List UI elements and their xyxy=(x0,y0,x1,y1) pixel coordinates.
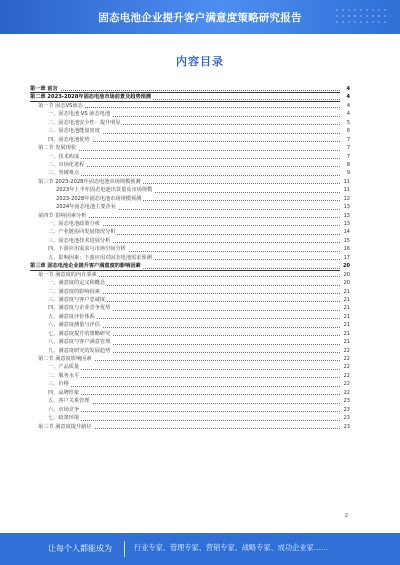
toc-entry-label: 一、技术构成 xyxy=(30,154,81,160)
toc-entry[interactable] xyxy=(30,271,350,279)
toc-entry[interactable] xyxy=(30,347,350,355)
toc-entry[interactable] xyxy=(30,389,350,397)
toc-entry-page: 21 xyxy=(340,330,350,338)
toc-entry[interactable] xyxy=(30,93,350,101)
toc-entry[interactable] xyxy=(30,144,350,152)
toc-entry-page: 20 xyxy=(340,271,350,279)
toc-entry[interactable] xyxy=(30,380,350,388)
toc-entry[interactable] xyxy=(30,262,350,270)
toc-entry[interactable] xyxy=(30,228,350,236)
toc-entry-page: 11 xyxy=(340,186,350,194)
toc-entry-page: 13 xyxy=(340,212,350,220)
toc-entry-page: 21 xyxy=(340,288,350,296)
toc-entry[interactable] xyxy=(30,355,350,363)
toc-entry-page: 23 xyxy=(340,423,350,431)
toc-entry-label: 第二节 发展现状 xyxy=(30,145,78,151)
toc-entry-label: 五、客户关系管理 xyxy=(30,398,92,404)
toc-entry-label: 三、满意度与客户忠诚度 xyxy=(30,297,107,303)
toc-entry[interactable] xyxy=(30,423,350,431)
toc-entry-page: 9 xyxy=(340,169,350,177)
toc-entry-page: 22 xyxy=(340,380,350,388)
toc-entry[interactable] xyxy=(30,338,350,346)
toc-entry-label: 一、固态电池 VS 液态电池 xyxy=(30,111,112,117)
toc-entry-page: 23 xyxy=(340,414,350,422)
toc-entry[interactable] xyxy=(30,153,350,161)
toc-entry-page: 17 xyxy=(340,254,350,262)
toc-entry-page: 21 xyxy=(340,321,350,329)
toc-entry-page: 7 xyxy=(340,144,350,152)
toc-entry-page: 4 xyxy=(340,85,350,93)
toc-entry-page: 4 xyxy=(340,110,350,118)
toc-entry-label: 四、品牌形象 xyxy=(30,390,81,396)
toc-entry[interactable] xyxy=(30,169,350,177)
toc-entry-page: 7 xyxy=(340,136,350,144)
toc-entry[interactable] xyxy=(30,397,350,405)
toc-entry[interactable] xyxy=(30,279,350,287)
toc-entry-label: 2024年固态电池主要企业 xyxy=(30,204,118,210)
toc-leader-dots xyxy=(30,386,340,387)
toc-entry[interactable] xyxy=(30,85,350,93)
page-footer xyxy=(0,533,400,565)
toc-entry-label: 第四节 影响因素分析 xyxy=(30,213,88,219)
toc-entry-page: 11 xyxy=(340,178,350,186)
toc-entry-page: 8 xyxy=(340,161,350,169)
toc-entry-label: 六、满意度测量与评估 xyxy=(30,322,102,328)
toc-entry-label: 二、市场化进程 xyxy=(30,162,86,168)
toc-entry-label: 五、影响因素：下游应用对固态电池需求预测 xyxy=(30,255,154,261)
toc-entry-label: 九、满意度研究的发展趋势 xyxy=(30,348,112,354)
footer-tagline: 行业专家、管理专家、营销专家、战略专家、成功企业家…… xyxy=(134,543,329,552)
toc-entry-label: 六、市场竞争 xyxy=(30,407,81,413)
toc-entry-label: 二、满意度的影响因素 xyxy=(30,289,102,295)
toc-entry-label: 五、满意度评价体系 xyxy=(30,314,97,320)
toc-entry-label: 一、产品质量 xyxy=(30,364,81,370)
toc-heading: 内容目录 xyxy=(176,55,224,68)
toc-entry-page: 16 xyxy=(340,245,350,253)
toc-entry-label: 二、固态电池安全性：提升明显 xyxy=(30,120,123,126)
toc-entry-label: 第三章 固态电池企业提升客户满意度的影响因素 xyxy=(30,263,141,270)
toc-entry[interactable] xyxy=(30,203,350,211)
toc-entry-label: 第二节 满意度影响因素 xyxy=(30,356,94,362)
toc-entry[interactable] xyxy=(30,313,350,321)
toc-entry[interactable] xyxy=(30,237,350,245)
toc-entry-label: 四、下游应用需求与市场空间分析 xyxy=(30,246,128,252)
toc-entry-label: 第一节 固态VS液态 xyxy=(30,103,85,109)
toc-entry[interactable] xyxy=(30,102,350,110)
toc-entry-page: 6 xyxy=(340,127,350,135)
toc-entry-page: 22 xyxy=(340,347,350,355)
toc-entry-label: 二、服务水平 xyxy=(30,373,81,379)
toc-entry[interactable] xyxy=(30,220,350,228)
toc-entry[interactable] xyxy=(30,330,350,338)
report-title: 固态电池企业提升客户满意度策略研究报告 xyxy=(98,12,302,24)
toc-entry-page: 21 xyxy=(340,304,350,312)
toc-entry-label: 第三节 满意度提升路径 xyxy=(30,424,94,430)
toc-entry[interactable] xyxy=(30,178,350,186)
toc-entry[interactable] xyxy=(30,212,350,220)
toc-entry-page: 4 xyxy=(340,102,350,110)
toc-entry[interactable] xyxy=(30,245,350,253)
toc-entry-page: 7 xyxy=(340,153,350,161)
toc-entry[interactable] xyxy=(30,363,350,371)
toc-entry-page: 20 xyxy=(340,279,350,287)
toc-entry-page: 23 xyxy=(340,406,350,414)
toc-entry-label: 八、满意度与客户满意管理 xyxy=(30,339,112,345)
toc-entry-page: 22 xyxy=(340,389,350,397)
toc-entry-page: 4 xyxy=(340,93,350,101)
toc-entry-label: 第三节 2023-2028年固态电池市场规模预测 xyxy=(30,179,143,185)
toc-entry-page: 23 xyxy=(340,397,350,405)
toc-entry-label: 二、产业链协同发展情况分析 xyxy=(30,229,117,235)
toc-entry[interactable] xyxy=(30,127,350,135)
toc-entry-page: 22 xyxy=(340,372,350,380)
footer-divider xyxy=(124,541,125,557)
report-header xyxy=(0,0,400,34)
toc-entry[interactable] xyxy=(30,254,350,262)
toc-entry[interactable] xyxy=(30,119,350,127)
table-of-contents xyxy=(30,85,350,431)
toc-entry-page: 22 xyxy=(340,363,350,371)
toc-leader-dots xyxy=(30,90,340,91)
toc-entry-label: 2023年上半年固态电池出货量及市场规模 xyxy=(30,187,154,193)
toc-entry-label: 2023-2028年固态电池市场规模预测 xyxy=(30,196,143,202)
toc-entry-page: 13 xyxy=(340,203,350,211)
toc-entry-label: 四、固态电池优势 xyxy=(30,137,92,143)
toc-entry[interactable] xyxy=(30,195,350,203)
toc-entry-label: 七、政策环境 xyxy=(30,415,81,421)
toc-entry-page: 13 xyxy=(340,220,350,228)
toc-entry-label: 三、固态电池能量密度 xyxy=(30,128,102,134)
toc-entry[interactable] xyxy=(30,186,350,194)
toc-entry-page: 15 xyxy=(340,237,350,245)
toc-entry[interactable] xyxy=(30,161,350,169)
toc-entry-label: 七、满意度提升的策略研究 xyxy=(30,331,112,337)
toc-entry-label: 第二章 2023-2028年固态电池市场前景及趋势预测 xyxy=(30,94,152,101)
toc-entry-page: 14 xyxy=(340,228,350,236)
toc-entry[interactable] xyxy=(30,304,350,312)
toc-entry[interactable] xyxy=(30,406,350,414)
toc-entry-label: 一、满意度的定义和概念 xyxy=(30,280,107,286)
toc-entry-label: 三、价格 xyxy=(30,381,71,387)
toc-entry[interactable] xyxy=(30,321,350,329)
toc-entry-label: 三、突破难点 xyxy=(30,170,81,176)
toc-entry[interactable] xyxy=(30,136,350,144)
toc-entry-label: 一、固态电池政策分析 xyxy=(30,221,102,227)
toc-entry[interactable] xyxy=(30,414,350,422)
page-number: 2 xyxy=(344,513,348,519)
toc-entry-page: 21 xyxy=(340,296,350,304)
toc-entry[interactable] xyxy=(30,372,350,380)
footer-slogan: 让每个人都能成为 xyxy=(48,544,112,553)
toc-entry-page: 12 xyxy=(340,195,350,203)
toc-entry[interactable] xyxy=(30,110,350,118)
toc-entry[interactable] xyxy=(30,296,350,304)
toc-entry-page: 22 xyxy=(340,355,350,363)
toc-entry-label: 三、固态电池技术进展分析 xyxy=(30,238,112,244)
toc-entry-page: 20 xyxy=(340,262,350,270)
toc-entry-label: 四、满意度与企业竞争优势 xyxy=(30,305,112,311)
toc-entry-label: 第一章 前言 xyxy=(30,86,58,92)
toc-entry-label: 第一节 满意度的内在要素 xyxy=(30,272,99,278)
toc-entry-page: 5 xyxy=(340,119,350,127)
toc-entry-page: 21 xyxy=(340,313,350,321)
toc-entry[interactable] xyxy=(30,288,350,296)
toc-entry-page: 21 xyxy=(340,338,350,346)
